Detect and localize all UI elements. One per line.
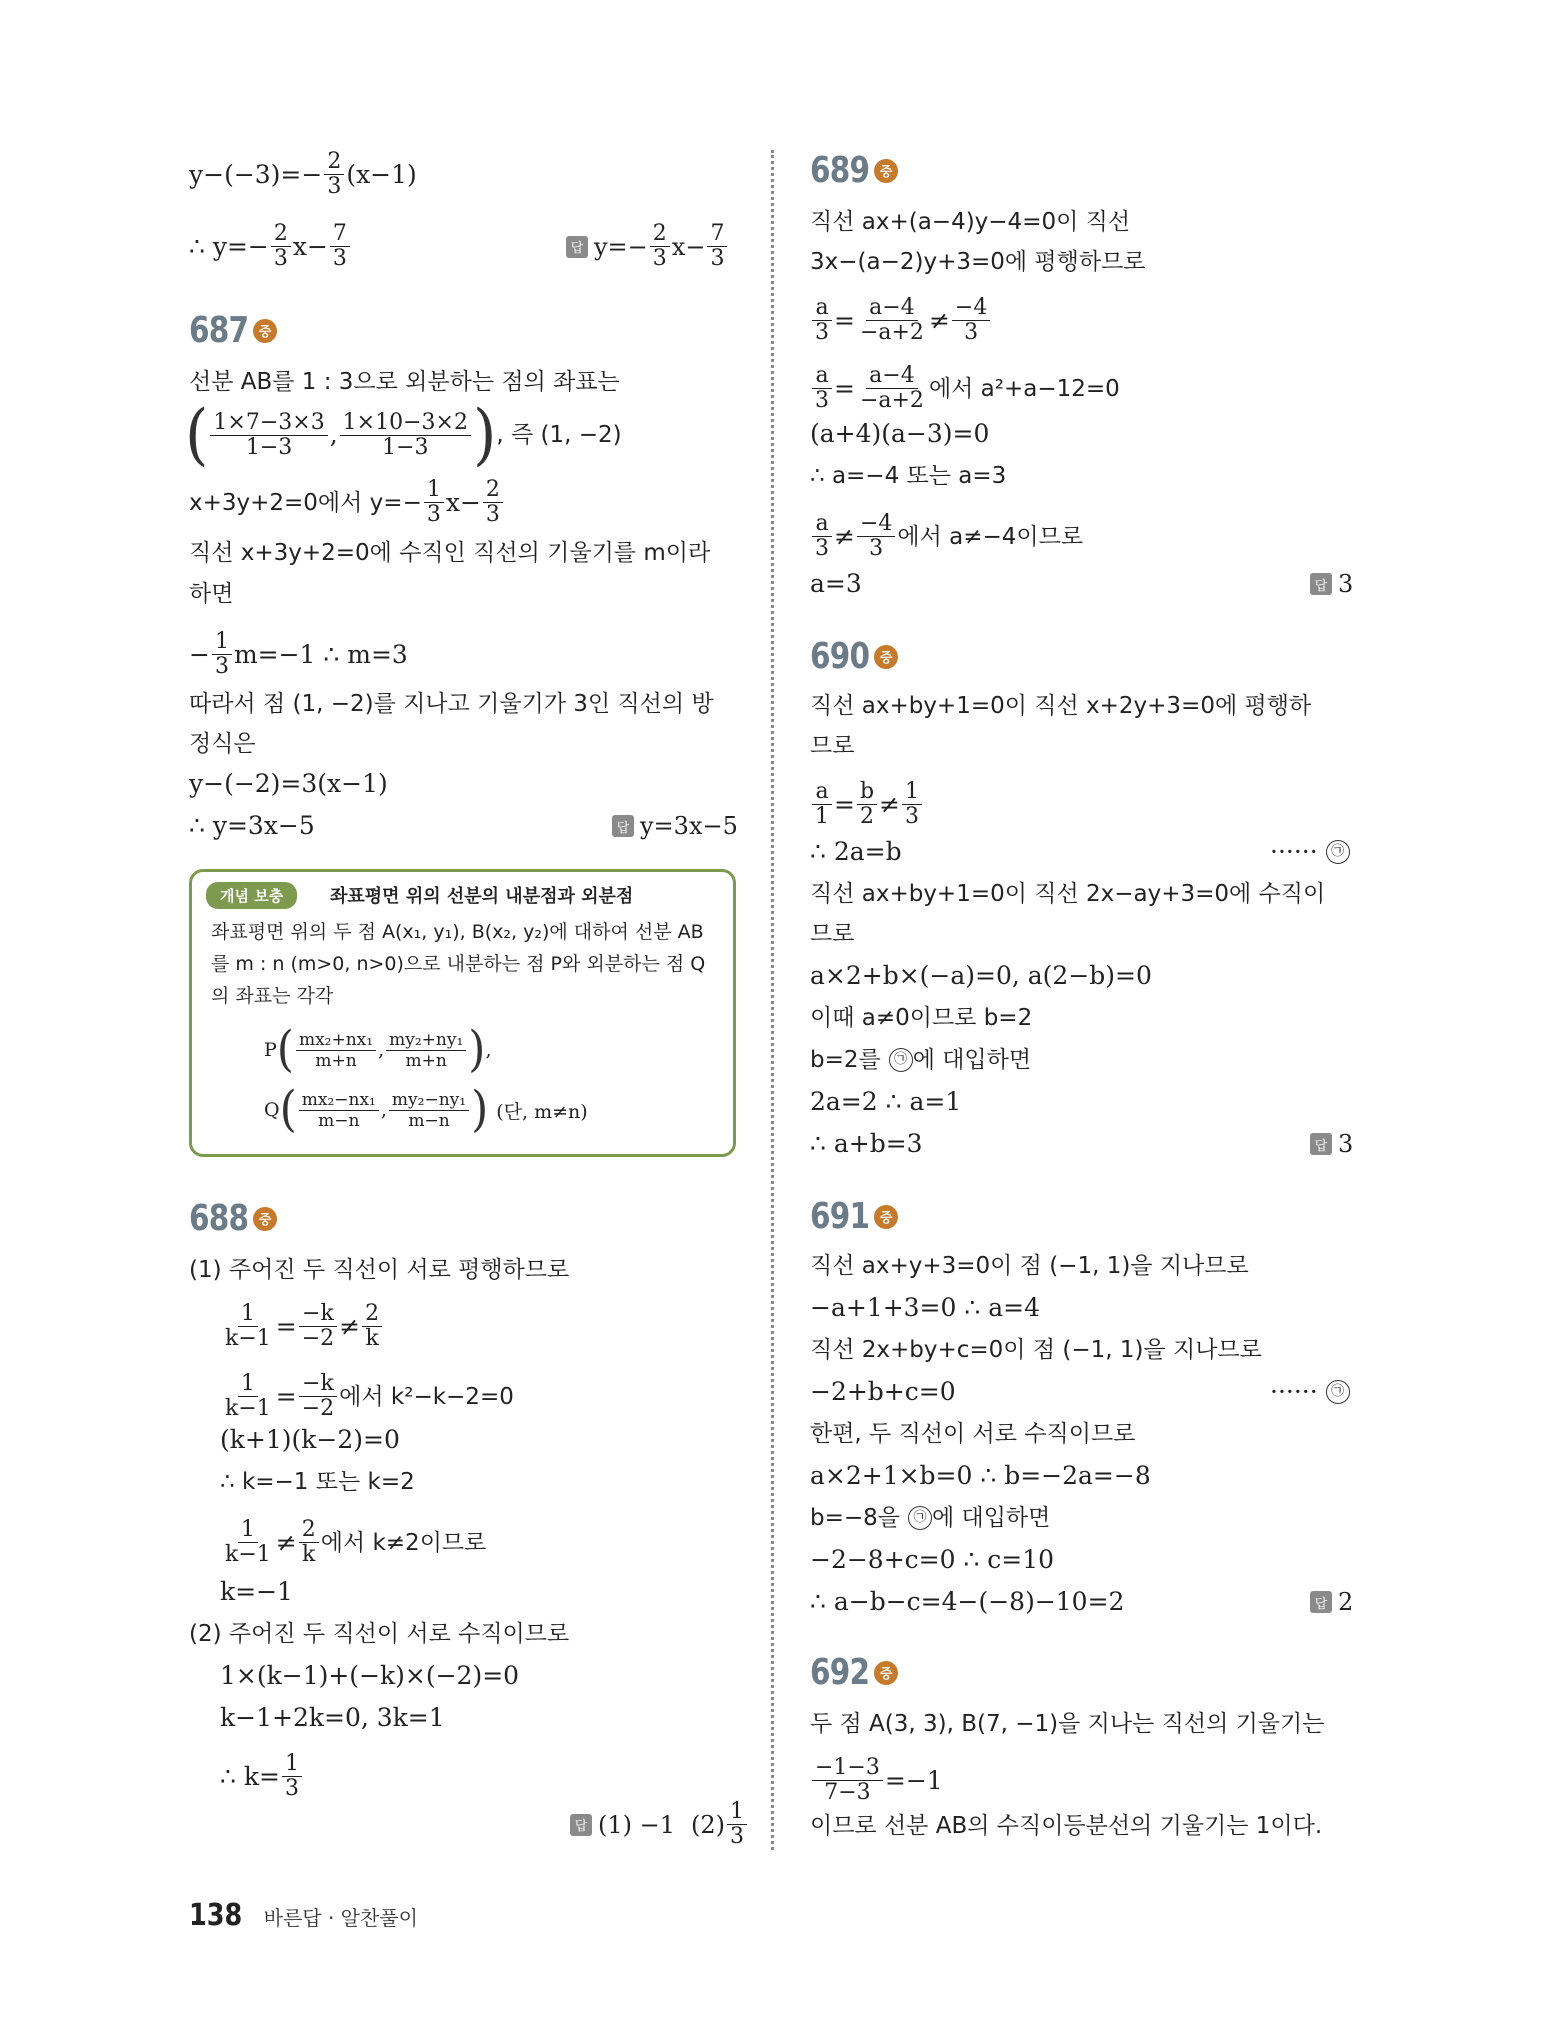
problem-number: 687 bbox=[189, 310, 249, 351]
answer-tag: 답 bbox=[566, 236, 588, 258]
p688-line-6: $\frac{1}{k-1}$ ≠ $\frac{2}{k}$ 에서 k≠2이므로 bbox=[225, 1517, 487, 1567]
p689-line-4: $\frac{a}{3}$ = $\frac{a-4}{-a+2}$ 에서 a²+a−12=0 bbox=[810, 364, 1120, 413]
p687-answer: 답 y=3x−5 bbox=[612, 812, 738, 840]
p689-line-7: $\frac{a}{3}$ ≠ $\frac{-4}{3}$ 에서 a≠−4이므로 bbox=[810, 512, 1083, 561]
problem-688-header bbox=[189, 1198, 277, 1239]
prev-line-1: y−(−3)=− $\frac{2}{3}$ (x−1) bbox=[189, 149, 417, 199]
level-badge: 중 bbox=[874, 159, 898, 183]
answer-tag: 답 bbox=[1310, 573, 1332, 595]
p690-line-3: $\frac{a}{1}$ = $\frac{b}{2}$ ≠ $\frac{1}{3}$ bbox=[810, 780, 924, 829]
p691-line-4: −2+b+c=0 bbox=[810, 1377, 956, 1406]
page-number: 138 bbox=[189, 1898, 243, 1933]
p691-line-3: 직선 2x+by+c=0이 점 (−1, 1)을 지나므로 bbox=[810, 1337, 1262, 1363]
p688-line-5: ∴ k=−1 또는 k=2 bbox=[220, 1469, 415, 1495]
p687-line-5: 하면 bbox=[189, 581, 234, 607]
p689-line-8: a=3 bbox=[810, 569, 862, 598]
circled-marker: ㉠ bbox=[1326, 1380, 1350, 1404]
problem-number: 688 bbox=[189, 1198, 249, 1239]
prev-line-2: ∴ y=− $\frac{2}{3}$ x− $\frac{7}{3}$ bbox=[189, 222, 352, 271]
level-badge: 중 bbox=[874, 645, 898, 669]
p688-line-3: $\frac{1}{k-1}$ = $\frac{-k}{-2}$ 에서 k²−k−2=0 bbox=[225, 1371, 514, 1421]
problem-number: 692 bbox=[810, 1652, 870, 1693]
p687-line-4: 직선 x+3y+2=0에 수직인 직선의 기울기를 m이라 bbox=[189, 540, 711, 566]
level-badge: 중 bbox=[874, 1661, 898, 1685]
p688-line-4: (k+1)(k−2)=0 bbox=[220, 1425, 400, 1454]
problem-691-header bbox=[810, 1196, 898, 1237]
p687-line-2: ( $\frac{1\times 7-3\times 3}{1-3}$ , $\frac{1\times 10-3\times 2}{1-3}$ ) , 즉 (1, −2) bbox=[185, 396, 622, 474]
p687-line-9: y−(−2)=3(x−1) bbox=[189, 769, 388, 798]
concept-formula-p: P ( $\frac{\text{mx₂+nx₁}}{m+n}$ , $\frac{\text{my₂+ny₁}}{m+n}$ ) , bbox=[264, 1021, 492, 1078]
p688-line-7: k=−1 bbox=[220, 1577, 293, 1606]
circled-marker: ㉠ bbox=[908, 1506, 932, 1530]
p690-line-10: 2a=2 ∴ a=1 bbox=[810, 1087, 962, 1116]
level-badge: 중 bbox=[874, 1205, 898, 1229]
prev-answer: 답 y=− $\frac{2}{3}$ x− $\frac{7}{3}$ bbox=[566, 222, 729, 271]
p691-line-5: 한편, 두 직선이 서로 수직이므로 bbox=[810, 1421, 1136, 1447]
p690-line-4: ∴ 2a=b bbox=[810, 837, 902, 866]
circled-marker: ㉠ bbox=[1326, 840, 1350, 864]
p691-line-1: 직선 ax+y+3=0이 점 (−1, 1)을 지나므로 bbox=[810, 1253, 1249, 1279]
level-badge: 중 bbox=[253, 319, 277, 343]
concept-formula-q: Q ( $\frac{\text{mx₂−nx₁}}{m-n}$ , $\frac{\text{my₂−ny₁}}{m-n}$ ) (단, m≠n) bbox=[264, 1081, 588, 1138]
p691-line-6: a×2+1×b=0 ∴ b=−2a=−8 bbox=[810, 1461, 1151, 1490]
p688-line-11: ∴ k= $\frac{1}{3}$ bbox=[220, 1752, 304, 1801]
p691-marker-1: ······ ㉠ bbox=[1270, 1376, 1350, 1408]
p688-line-10: k−1+2k=0, 3k=1 bbox=[220, 1703, 445, 1732]
page-footer bbox=[189, 1898, 418, 1933]
p689-line-5: (a+4)(a−3)=0 bbox=[810, 419, 990, 448]
problem-number: 690 bbox=[810, 636, 870, 677]
column-divider bbox=[771, 150, 774, 1850]
p689-line-6: ∴ a=−4 또는 a=3 bbox=[810, 463, 1007, 489]
p688-line-8: (2) 주어진 두 직선이 서로 수직이므로 bbox=[189, 1621, 570, 1647]
concept-line-1: 좌표평면 위의 두 점 A(x₁, y₁), B(x₂, y₂)에 대하여 선분 AB bbox=[211, 921, 704, 943]
p690-answer: 답 3 bbox=[1310, 1130, 1353, 1158]
p690-line-1: 직선 ax+by+1=0이 직선 x+2y+3=0에 평행하 bbox=[810, 693, 1312, 719]
p691-line-7: b=−8을 ㉠ 에 대입하면 bbox=[810, 1505, 1051, 1531]
p687-line-7: 따라서 점 (1, −2)를 지나고 기울기가 3인 직선의 방 bbox=[189, 691, 714, 717]
concept-line-3: 의 좌표는 각각 bbox=[211, 985, 334, 1007]
p690-line-7: a×2+b×(−a)=0, a(2−b)=0 bbox=[810, 961, 1152, 990]
p690-line-6: 므로 bbox=[810, 921, 855, 947]
p690-marker-1: ······ ㉠ bbox=[1270, 836, 1350, 868]
p691-line-2: −a+1+3=0 ∴ a=4 bbox=[810, 1293, 1040, 1322]
p688-line-9: 1×(k−1)+(−k)×(−2)=0 bbox=[220, 1661, 520, 1690]
p691-line-9: ∴ a−b−c=4−(−8)−10=2 bbox=[810, 1587, 1125, 1616]
answer-tag: 답 bbox=[1310, 1591, 1332, 1613]
p687-line-8: 정식은 bbox=[189, 731, 256, 757]
p691-line-8: −2−8+c=0 ∴ c=10 bbox=[810, 1545, 1055, 1574]
p692-line-3: 이므로 선분 AB의 수직이등분선의 기울기는 1이다. bbox=[810, 1813, 1323, 1839]
problem-687-header bbox=[189, 310, 277, 351]
p687-line-10: ∴ y=3x−5 bbox=[189, 811, 315, 840]
p687-line-6: − $\frac{1}{3}$ m=−1 ∴ m=3 bbox=[189, 629, 408, 679]
problem-number: 691 bbox=[810, 1196, 870, 1237]
book-title: 바른답 · 알찬풀이 bbox=[263, 1906, 418, 1930]
p690-line-8: 이때 a≠0이므로 b=2 bbox=[810, 1005, 1033, 1031]
answer-tag: 답 bbox=[1310, 1133, 1332, 1155]
problem-692-header bbox=[810, 1652, 898, 1693]
p692-line-1: 두 점 A(3, 3), B(7, −1)을 지나는 직선의 기울기는 bbox=[810, 1711, 1325, 1737]
circled-marker: ㉠ bbox=[889, 1048, 913, 1072]
answer-tag: 답 bbox=[570, 1814, 592, 1836]
p689-line-1: 직선 ax+(a−4)y−4=0이 직선 bbox=[810, 209, 1131, 235]
p690-line-5: 직선 ax+by+1=0이 직선 2x−ay+3=0에 수직이 bbox=[810, 881, 1326, 907]
p690-line-9: b=2를 ㉠ 에 대입하면 bbox=[810, 1047, 1032, 1073]
p688-line-1: (1) 주어진 두 직선이 서로 평행하므로 bbox=[189, 1257, 570, 1283]
p691-answer: 답 2 bbox=[1310, 1588, 1353, 1616]
answer-tag: 답 bbox=[612, 815, 634, 837]
p689-answer: 답 3 bbox=[1310, 570, 1353, 598]
concept-tag: 개념 보충 bbox=[206, 882, 297, 909]
p687-line-1: 선분 AB를 1 : 3으로 외분하는 점의 좌표는 bbox=[189, 369, 620, 395]
p690-line-2: 므로 bbox=[810, 733, 855, 759]
level-badge: 중 bbox=[253, 1207, 277, 1231]
concept-line-2: 를 m : n (m>0, n>0)으로 내분하는 점 P와 외분하는 점 Q bbox=[211, 953, 706, 975]
problem-690-header bbox=[810, 636, 898, 677]
p688-answer: 답 (1) −1 (2) $\frac{1}{3}$ bbox=[570, 1800, 749, 1849]
problem-689-header bbox=[810, 150, 898, 191]
p689-line-2: 3x−(a−2)y+3=0에 평행하므로 bbox=[810, 249, 1146, 275]
p688-line-2: $\frac{1}{k-1}$ = $\frac{-k}{-2}$ ≠ $\frac{2}{k}$ bbox=[220, 1302, 384, 1351]
problem-number: 689 bbox=[810, 150, 870, 191]
p687-line-3: x+3y+2=0에서 y=− $\frac{1}{3}$ x− $\frac{2}{3}$ bbox=[189, 478, 505, 527]
p690-line-11: ∴ a+b=3 bbox=[810, 1129, 923, 1158]
p692-line-2: $\frac{-1-3}{7-3}$ =−1 bbox=[810, 1756, 943, 1805]
p689-line-3: $\frac{a}{3}$ = $\frac{a-4}{-a+2}$ ≠ $\frac{-4}{3}$ bbox=[810, 296, 992, 345]
concept-box bbox=[189, 869, 736, 1157]
concept-title: 좌표평면 위의 선분의 내분점과 외분점 bbox=[330, 886, 634, 907]
